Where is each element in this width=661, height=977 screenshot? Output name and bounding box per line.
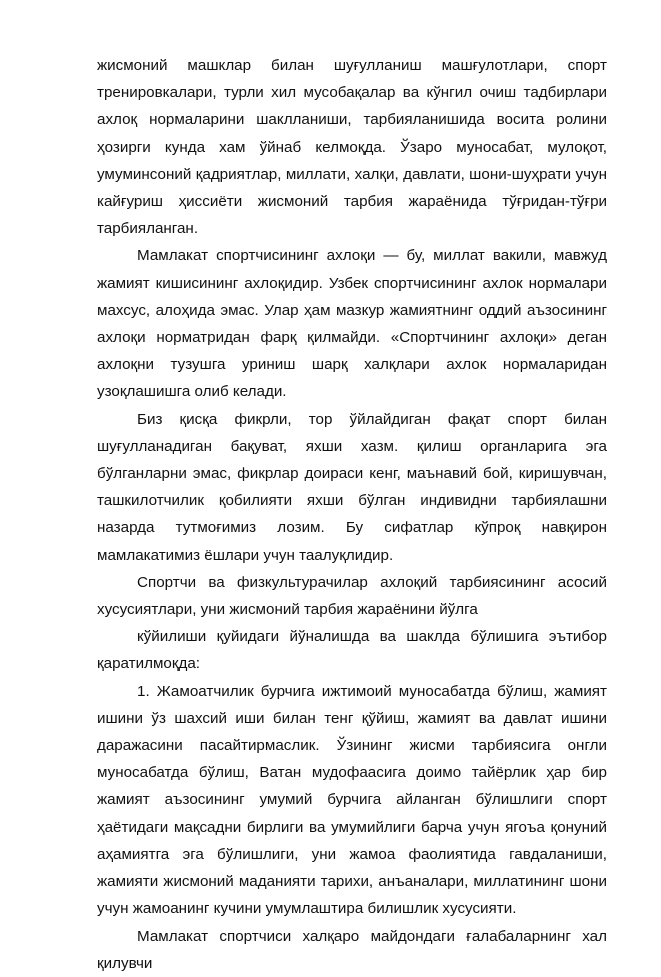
paragraph-5: кўйилиши қуйидаги йўналишда ва шаклда бўлишига эътибор қаратилмоқда: bbox=[97, 628, 607, 673]
paragraph-6: 1. Жамоатчилик бурчига ижтимоий муносабатда бўлиш, жамият ишини ўз шахсий иши билан тенг қўйиш, жамият ва давлат ишини даражасини пасайтирмаслик. Ўзининг жисми тарбиясига онгли муносабатда бўлиш, Ватан мудофаасига доимо тайёрлик ҳар бир жамият аъзосининг умумий бурчига айланган бўлишлиги спорт ҳаётидаги мақсадни бирлиги ва умумийлиги барча учун ягоъа қонуний аҳамиятга эга бўлишлиги, уни жамоа фаолиятида гавдаланиши, жамияти жисмоний маданияти тарихи, анъаналари, миллатининг шони учун жамоанинг кучини умумлаштира билишлик хусусияти. bbox=[97, 682, 607, 918]
paragraph-4: Спортчи ва физкультурачилар ахлоқий тарбиясининг асосий хусусиятлари, уни жисмоний тарбия жараёнини йўлга bbox=[97, 573, 607, 619]
document-page bbox=[97, 52, 607, 977]
paragraph-3: Биз қисқа фикрли, тор ўйлайдиган фақат спорт билан шуғулланадиган бақуват, яхши хазм. қилиш органларига эга бўлганларни эмас, фикрлар доираси кенг, маънавий бой, киришувчан, ташкилотчилик қобилияти яхши бўлган индивидни тарбиялашни назарда тутмоғимиз лозим. Бу сифатлар кўпроқ навқирон мамлакатимиз ёшлари учун таалуқлидир. bbox=[97, 410, 607, 564]
paragraph-2: Мамлакат спортчисининг ахлоқи — бу, миллат вакили, мавжуд жамият кишисининг ахлоқидир. Узбек спортчисининг ахлок нормалари махсус, алоҳида эмас. Улар ҳам мазкур жамиятнинг оддий аъзосининг ахлоқи норматридан фарқ қилмайди. «Спортчининг ахлоқи» деган ахлоқни тузушга уриниш шарқ халқлари ахлок нормаларидан узоқлашишга олиб келади. bbox=[97, 247, 607, 401]
paragraph-1: жисмоний машклар билан шуғулланиш машғулотлари, спорт тренировкалари, турли хил мусобақалар ва кўнгил очиш тадбирлари ахлоқ нормаларини шаклланиши, тарбияланишида восита ролини ҳозирги кунда хам ўйнаб келмоқда. Ўзаро муносабат, мулоқот, умуминсоний қадриятлар, миллати, халқи, давлати, шони-шуҳрати учун кайғуриш ҳиссиёти жисмоний тарбия жараёнида тўғридан-тўғри тарбияланган. bbox=[97, 57, 607, 238]
paragraph-7: Мамлакат спортчиси халқаро майдондаги ғалабаларнинг хал қилувчи bbox=[97, 927, 607, 972]
